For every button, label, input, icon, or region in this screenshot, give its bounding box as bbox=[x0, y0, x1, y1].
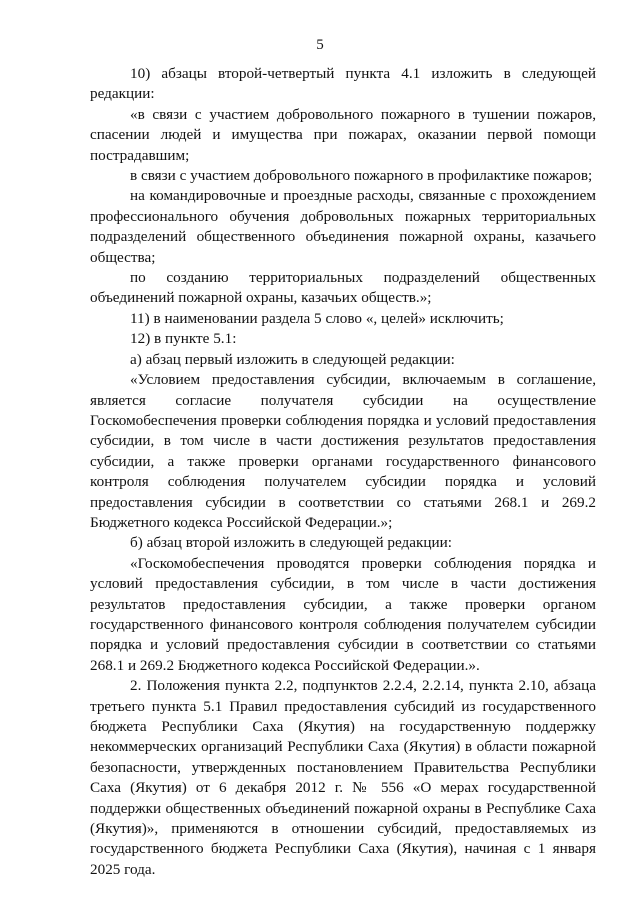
paragraph-fire-prevention: в связи с участием добровольного пожарного в профилактике пожаров; bbox=[130, 167, 593, 185]
paragraph-quote-firefighting: «в связи с участием добровольного пожарного в тушении пожаров, спасении людей и имущества при пожарах, оказании первой помощи пострадавшим; bbox=[90, 105, 596, 164]
paragraph-item-11: 11) в наименовании раздела 5 слово «, целей» исключить; bbox=[130, 309, 504, 327]
paragraph-item-12: 12) в пункте 5.1: bbox=[130, 330, 237, 348]
paragraph-territorial-units: по созданию территориальных подразделений общественных объединений пожарной охраны, казачьих обществ.»; bbox=[90, 269, 596, 307]
paragraph-item-2-provisions: 2. Положения пункта 2.2, подпунктов 2.2.4, 2.2.14, пункта 2.10, абзаца третьего пункта 5.1 Правил предоставления субсидий из государственного бюджета Республики Саха (Якутия) на государственную поддержку некоммерческих организаций Республики Саха (Якутия) в области пожарной безопасности, утвержденных постановлением Правительства Республики Саха (Якутия) от 6 декабря 2012 г. № 556 «О мерах государственной поддержки общественных объединений пожарной охраны в Республике Саха (Якутия)», применяются в отношении субсидий, предоставляемых из государственного бюджета Республики Саха (Якутия), начиная с 1 января 2025 года. bbox=[90, 677, 596, 878]
paragraph-travel-expenses: на командировочные и проездные расходы, связанные с прохождением профессионального обучения добровольных пожарных территориальных подразделений общественного объединения пожарной охраны, казачьего общества; bbox=[90, 187, 596, 266]
paragraph-condition-of-subsidy: «Условием предоставления субсидии, включаемым в соглашение, является согласие получателя субсидии на осуществление Госкомобеспечения проверки соблюдения порядка и условий предоставления субсидии, в том числе в части достижения результатов предоставления субсидии, а также проверки органами государственного финансового контроля соблюдения получателем субсидии порядка и условий предоставления субсидии в соответствии со статьями 268.1 и 269.2 Бюджетного кодекса Российской Федерации.»; bbox=[90, 371, 596, 531]
paragraph-item-10: 10) абзацы второй-четвертый пункта 4.1 изложить в следующей редакции: bbox=[90, 65, 596, 103]
page-number: 5 bbox=[316, 37, 324, 53]
paragraph-subitem-a: а) абзац первый изложить в следующей редакции: bbox=[130, 350, 455, 368]
paragraph-inspections: «Госкомобеспечения проводятся проверки соблюдения порядка и условий предоставления субсидии, в том числе в части достижения результатов предоставления субсидии, а также проверки органом государственного финансового контроля соблюдения получателем субсидии порядка и условий предоставления субсидии в соответствии со статьями 268.1 и 269.2 Бюджетного кодекса Российской Федерации.». bbox=[90, 554, 596, 674]
document-body bbox=[90, 64, 596, 880]
paragraph-subitem-b: б) абзац второй изложить в следующей редакции: bbox=[130, 534, 452, 552]
